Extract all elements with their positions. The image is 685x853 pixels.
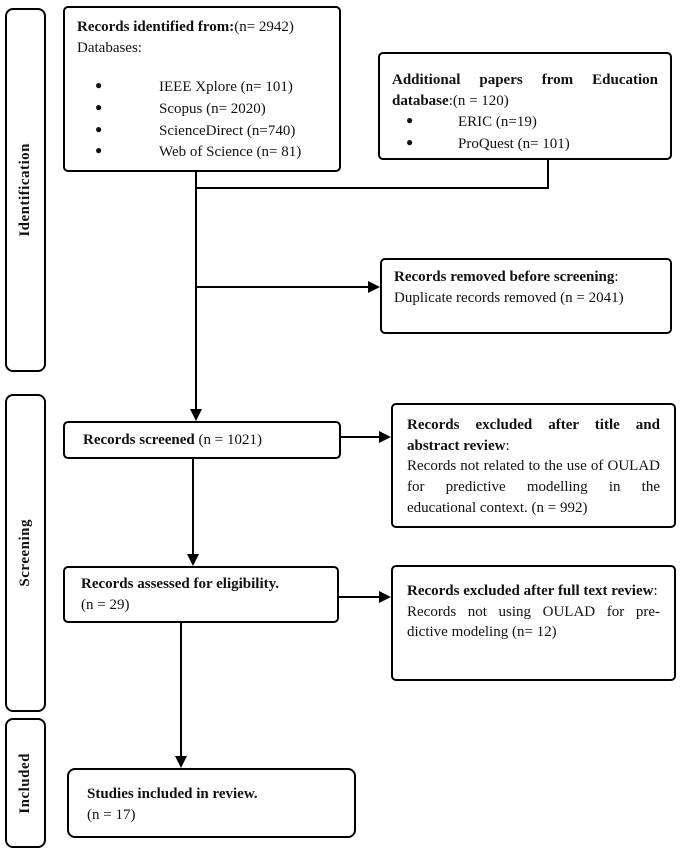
list-item: ● Web of Science (n= 81) [95, 143, 302, 161]
arrowhead-down-assessed [187, 554, 199, 566]
excluded-title-abstract-heading: Records excluded after title and abstract review: [407, 417, 660, 454]
box-records-screened [63, 421, 341, 459]
records-removed-body: Duplicate records removed (n = 2041) [394, 289, 624, 306]
box-studies-included [67, 768, 356, 838]
excluded-full-text-body: Records not using OULAD for pre-dictive modeling (n= 12) [407, 603, 660, 641]
records-removed-heading: Records removed before screening: [394, 269, 619, 285]
records-assessed-heading: Records assessed for eligibility. [81, 576, 280, 592]
arrowhead-down-screened [190, 409, 202, 421]
excluded-title-abstract-body: Records not related to the use of OULAD for predictive modelling in the educational context. (n = 992) [407, 458, 660, 516]
studies-included-count: (n = 17) [87, 806, 136, 823]
box-additional-papers [378, 52, 672, 160]
arrowhead-right-excluded1 [379, 431, 391, 443]
list-item: ● ScienceDirect (n=740) [95, 121, 296, 139]
spacer [77, 58, 327, 76]
box-excluded-full-text [391, 565, 676, 681]
box-records-identified [63, 6, 341, 172]
bullet-icon: ● [406, 135, 414, 150]
stage-screening-label: Screening [17, 519, 33, 587]
list-item: ● Scopus (n= 2020) [95, 100, 266, 118]
list-item: ● ProQuest (n= 101) [406, 135, 570, 153]
records-identified-subtitle: Databases: [77, 39, 142, 56]
additional-papers-heading: Additional papers from Education database:(n = 120) [392, 72, 658, 109]
stage-included [5, 718, 46, 848]
arrowhead-right-removed [368, 281, 380, 293]
box-excluded-title-abstract [391, 403, 676, 528]
bullet-icon: ● [95, 121, 103, 136]
arrowhead-right-excluded2 [379, 591, 391, 603]
box-records-removed [380, 258, 672, 334]
stage-identification-label: Identification [17, 143, 33, 237]
studies-included-heading: Studies included in review. [87, 786, 258, 802]
box-records-assessed [63, 566, 339, 623]
bullet-icon: ● [95, 100, 103, 115]
bullet-icon: ● [95, 143, 103, 158]
stage-identification [5, 8, 46, 372]
records-assessed-count: (n = 29) [81, 596, 130, 613]
list-item: ● ERIC (n=19) [406, 113, 537, 131]
stage-included-label: Included [17, 752, 33, 814]
list-item: ● IEEE Xplore (n= 101) [95, 78, 293, 96]
bullet-icon: ● [406, 113, 414, 128]
bullet-icon: ● [95, 78, 103, 93]
records-identified-heading: Records identified from:(n= 2942) [77, 19, 294, 35]
stage-screening [5, 394, 46, 712]
records-screened-text: Records screened (n = 1021) [83, 431, 262, 448]
arrowhead-down-included [175, 756, 187, 768]
excluded-full-text-heading: Records excluded after full text review: [407, 583, 658, 599]
